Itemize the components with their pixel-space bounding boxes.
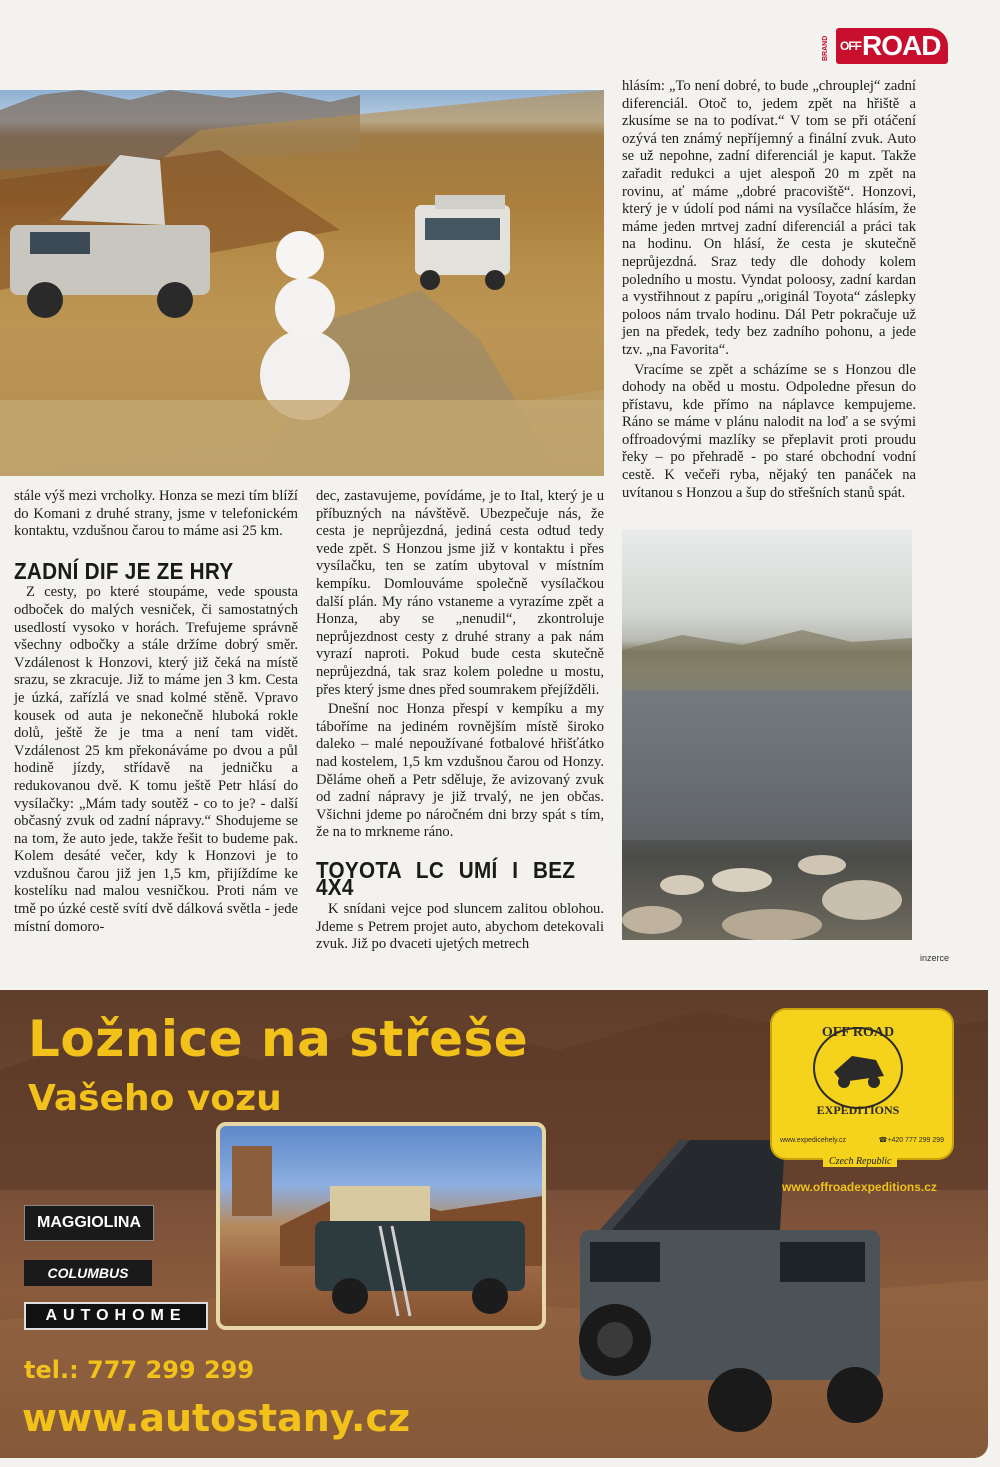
badge-country: Czech Republic [823,1156,897,1167]
photo-mountain-camp-illustration [0,90,604,476]
badge-email: www.expedicehely.cz [780,1137,847,1144]
article-column-1 [14,488,298,936]
paragraph: stále výš mezi vrcholky. Honza se mezi tím blíží do Komani z druhé strany, jsme v telefonickém kontaktu, vzdušnou čarou to máme asi 25 km. [14,488,298,540]
logo-main: ROAD [862,30,941,61]
paragraph: Z cesty, po které stoupáme, vede spousta odboček do malých vesniček, či samostatných usedlostí vysoko v horách. Trefujeme správně všechny odbočky a stále držíme dobrý směr. Vzdálenost k Honzovi, který již čeká na místě srazu, se zkracuje. Již to máme jen 3 km. Cesta je úzká, zařízlá ve snad kolmé stěně. Vpravo kousek od auta je nekonečně hluboká rokle dolů, ještě že je tma a není tam vidět. Vzdálenost 25 km překonáváme po dvou a půl hodině jízdy, střídavě na jedničku a redukovanou dvě. K tomu ještě Petr hlásí do vysílačky: „Mám tady soutěž - co to je? - další občasný zvuk od zadní nápravy.“ Shodujeme se na tom, že auto jede, takže řešit to budeme pak. Kolem desáté večer, kdy k Honzovi je to vzdušnou čarou již jen 1,5 km, přijíždíme ke kostelíku nad malou vesničkou. Proti nám ve tmě po úzké cestě svítí dvě dálková světla - jede místní domoro- [14,584,298,935]
photo-misty-lake [622,530,912,940]
ad-title: Ložnice na střeše [28,1010,529,1068]
photo-misty-lake-illustration [622,530,912,940]
photo-mountain-camp [0,90,604,476]
brand-maggiolina: MAGGIOLINA [24,1205,154,1241]
badge-title: OFF ROAD [821,1025,895,1040]
badge-phone: ☎+420 777 299 299 [878,1137,944,1144]
ad-vehicle-with-rooftop-tent [570,1130,890,1450]
badge-website-link[interactable]: www.offroadexpeditions.cz [782,1180,937,1194]
paragraph: dec, zastavujeme, povídáme, je to Ital, který je u příbuzných na návštěvě. Ubezpečuje nás, že cesta je neprůjezdná, jediná cesta odtud tedy vede zpět. S Honzou jsme již v kontaktu i přes vysílačku, ten se zatím ubytoval v místním kempíku. Domlouváme společně vysílačkou další plán. My ráno vstaneme a vyrazíme zpět a Honza, aby se „nenudil“, zkontroluje neprůjezdnost cesty z druhé strany a pak nám vyrazí naproti. Pokud bude cesta skutečně neprůjezdná, tak sraz kolem poledne u mostu, přes který jsme dnes před soumrakem přejížděli. [316,488,604,698]
paragraph: Vracíme se zpět a scházíme se s Honzou dle dohody na oběd u mostu. Odpoledne přesun do přístavu, kde přímo na náplavce kempujeme. Ráno se máme v plánu nalodit na loď a se svými offroadovými mazlíky se přeplavit proti proudu řeky – po přehradě - po staré obchodní vodní cestě. K večeři ryba, nějaký ten panáček na uvítanou s Honzou a šup do střešních stanů spát. [622,361,916,501]
section-heading-2: TOYOTA LC UMÍ I BEZ 4X4 [316,856,576,901]
article-column-2 [316,488,604,954]
magazine-logo [822,28,942,70]
ad-phone: tel.: 777 299 299 [24,1356,255,1384]
logo-wordmark [836,28,948,64]
ad-photo-desert-camp [216,1122,546,1330]
paragraph: Dnešní noc Honza přespí v kempíku a my táboříme na jediném rovnějším místě široko daleko – malé nepoužívané fotbalové hřišťátko nad kostelem, 1,5 km vzdušnou čarou od Honzy. Děláme oheň a Petr sděluje, že avizovaný zvuk od zadní nápravy je již trvalý, ne jen občas. Všichni jdeme po náročném dni brzy spát s tím, že na to mrkneme ráno. [316,701,604,841]
brand-autohome: AUTOHOME [24,1302,208,1330]
logo-prefix: OFF [840,39,861,53]
expeditions-emblem [772,1010,952,1158]
paragraph: K snídani vejce pod sluncem zalitou oblohou. Jdeme s Petrem projet auto, abychom detekovali zvuk. Již po dvaceti ujetých metrech [316,901,604,953]
ad-photo-illustration [220,1126,542,1326]
badge-subtitle: EXPEDITIONS [816,1103,900,1117]
expeditions-badge [772,1010,952,1158]
advertisement-label: inzerce [920,953,950,963]
article-column-3 [622,78,916,502]
paragraph: hlásím: „To není dobré, to bude „chrouplej“ zadní diferenciál. Otoč to, jedem zpět na hřiště a zkusíme se na to podívat.“ V tom se při otáčení ozývá ten známý nepříjemný a finální zvuk. Auto se už nepohne, zadní diferenciál je kaput. Takže zařadit redukci a ujet alespoň 20 m zpět na rovinu, ať máme „dobré pracoviště“. Honzovi, který je v údolí pod námi na vysílačce hlásím, že máme jeden mrtvej zadní diferenciál a práci tak na hodinu. On hlásí, že cesta je skutečně neprůjezdná. Sraz tedy dle dohody kolem poledního u mostu. Vyndat poloosy, zadní kardan a vystřihnout z papíru „originál Toyota“ záslepky poloos nám trvalo hodinu. Dál Petr pokračuje už jen na předek, tedy bez zadního pohonu, a jede tzv. „na Favorita“. [622,78,916,358]
logo-brand: BRAND [822,35,829,61]
brand-columbus: COLUMBUS [24,1260,152,1286]
ad-website-link[interactable]: www.autostany.cz [22,1396,411,1440]
section-heading-1: ZADNÍ DIF JE ZE HRY [14,557,234,584]
ad-subtitle: Vašeho vozu [28,1078,282,1119]
